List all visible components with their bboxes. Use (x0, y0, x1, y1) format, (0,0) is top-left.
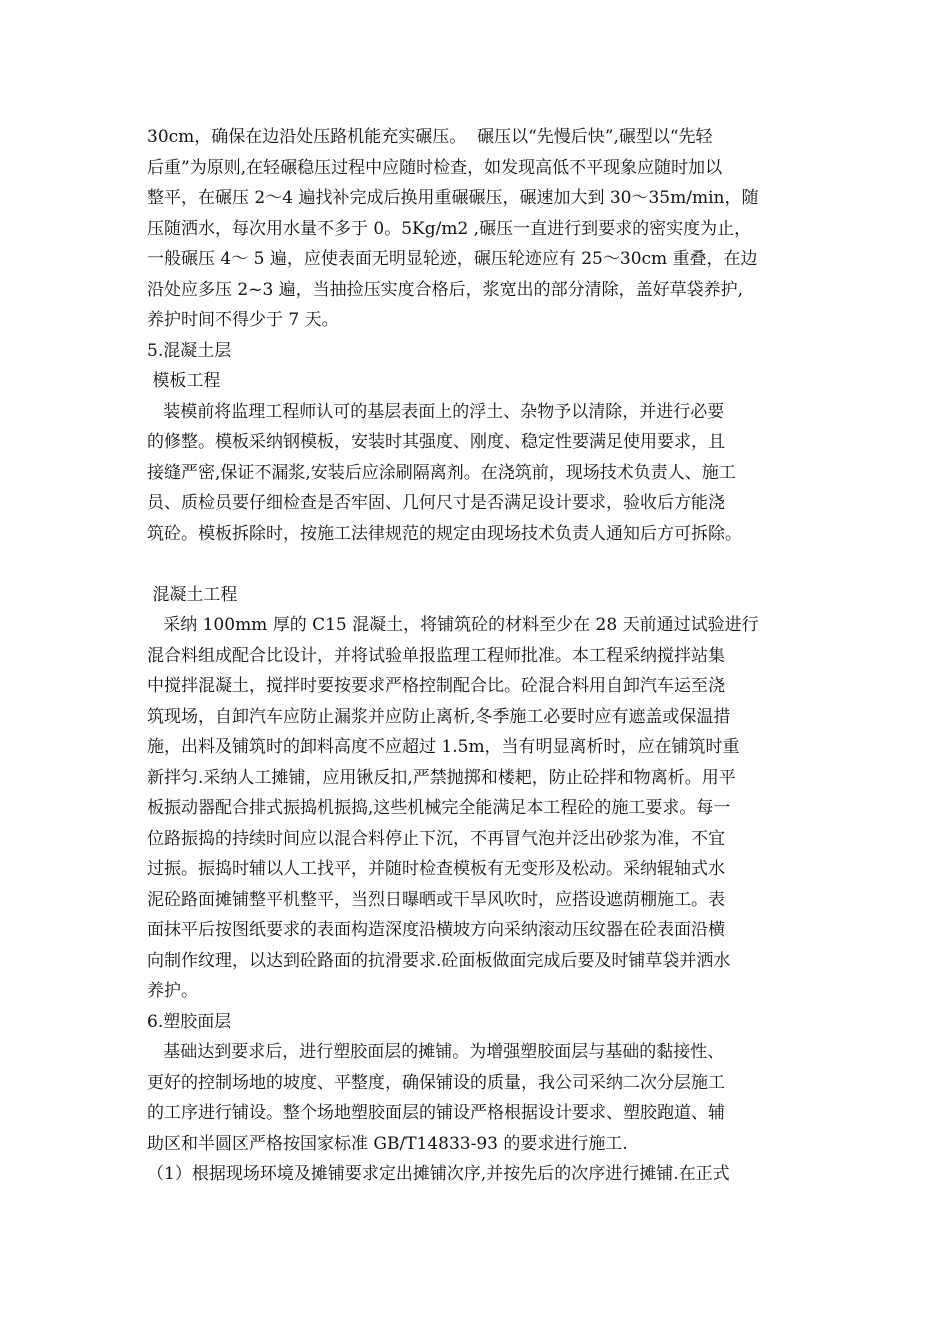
text-line: 更好的控制场地的坡度、平整度，确保铺设的质量，我公司采纳二次分层施工 (147, 1072, 725, 1093)
text-line: 助区和半圆区严格按国家标准 GB/T14833-93 的要求进行施工. (147, 1133, 628, 1154)
text-line: 基础达到要求后，进行塑胶面层的摊铺。为增强塑胶面层与基础的黏接性、 (147, 1042, 725, 1062)
text-line: 泥砼路面摊铺整平机整平，当烈日曝晒或干旱风吹时，应搭设遮荫棚施工。表 (147, 889, 725, 910)
text-line: 中搅拌混凝土，搅拌时要按要求严格控制配合比。砼混合料用自卸汽车运至浇 (147, 676, 725, 696)
text-line: 6.塑胶面层 (147, 1011, 232, 1032)
text-line: 养护时间不得少于 7 天。 (147, 310, 339, 330)
text-line: 板振动器配合排式振捣机振捣,这些机械完全能满足本工程砼的施工要求。每一 (147, 798, 731, 818)
document-body (147, 122, 837, 1190)
text-line: 过振。振捣时辅以人工找平，并随时检查模板有无变形及松动。采纳辊轴式水 (147, 859, 725, 879)
text-line: 新拌匀.采纳人工摊铺，应用锹反扣,严禁抛掷和楼耙，防止砼拌和物离析。用平 (147, 767, 736, 788)
text-line: 压随洒水，每次用水量不多于 0。5Kg/m2 ,碾压一直进行到要求的密实度为止， (147, 218, 752, 239)
text-line: 一般碾压 4～ 5 遍，应使表面无明显轮迹，碾压轮迹应有 25～30cm 重叠，在边 (147, 249, 758, 269)
text-line: 筑砼。模板拆除时，按施工法律规范的规定由现场技术负责人通知后方可拆除。 (147, 523, 742, 544)
text-line: 位路振捣的持续时间应以混合料停止下沉，不再冒气泡并泛出砂浆为准，不宜 (147, 828, 725, 849)
text-line: 筑现场，自卸汽车应防止漏浆并应防止离析,冬季施工必要时应有遮盖或保温措 (147, 706, 731, 727)
text-line: 模板工程 (147, 371, 221, 391)
text-line: 装模前将监理工程师认可的基层表面上的浮土、杂物予以清除，并进行必要 (147, 401, 725, 422)
blank-line (147, 549, 837, 580)
text-line: 接缝严密,保证不漏浆,安装后应涂刷隔离剂。在浇筑前，现场技术负责人、施工 (147, 462, 736, 483)
text-line: 混凝土工程 (147, 584, 238, 605)
text-line: 养护。 (147, 981, 198, 1001)
text-line: 面抹平后按图纸要求的表面构造深度沿横坡方向采纳滚动压纹器在砼表面沿横 (147, 920, 725, 940)
text-line: （1）根据现场环境及摊铺要求定出摊铺次序,并按先后的次序进行摊铺.在正式 (147, 1164, 730, 1184)
text-line: 后重”为原则,在轻碾稳压过程中应随时检查，如发现高低不平现象应随时加以 (147, 157, 723, 178)
text-line: 的修整。模板采纳钢模板，安装时其强度、刚度、稳定性要满足使用要求，且 (147, 432, 725, 452)
text-line: 沿处应多压 2~3 遍，当抽捡压实度合格后，浆宽出的部分清除，盖好草袋养护, (147, 279, 744, 300)
text-line: 30cm，确保在边沿处压路机能充实碾压。 碾压以“先慢后快”,碾型以“先轻 (147, 127, 713, 147)
text-line: 员、质检员要仔细检查是否牢固、几何尺寸是否满足设计要求，验收后方能浇 (147, 493, 725, 513)
text-line: 混合料组成配合比设计，并将试验单报监理工程师批准。本工程采纳搅拌站集 (147, 645, 725, 666)
text-line: 5.混凝土层 (147, 340, 232, 361)
text-line: 施，出料及铺筑时的卸料高度不应超过 1.5m，当有明显离析时，应在铺筑时重 (147, 737, 740, 757)
text-line: 向制作纹理，以达到砼路面的抗滑要求.砼面板做面完成后要及时铺草袋并洒水 (147, 950, 731, 971)
text-line: 的工序进行铺设。整个场地塑胶面层的铺设严格根据设计要求、塑胶跑道、辅 (147, 1103, 725, 1123)
text-line: 采纳 100mm 厚的 C15 混凝土，将铺筑砼的材料至少在 28 天前通过试验进行 (147, 615, 759, 635)
text-line: 整平，在碾压 2～4 遍找补完成后换用重碾碾压，碾速加大到 30～35m/min，随 (147, 188, 759, 208)
